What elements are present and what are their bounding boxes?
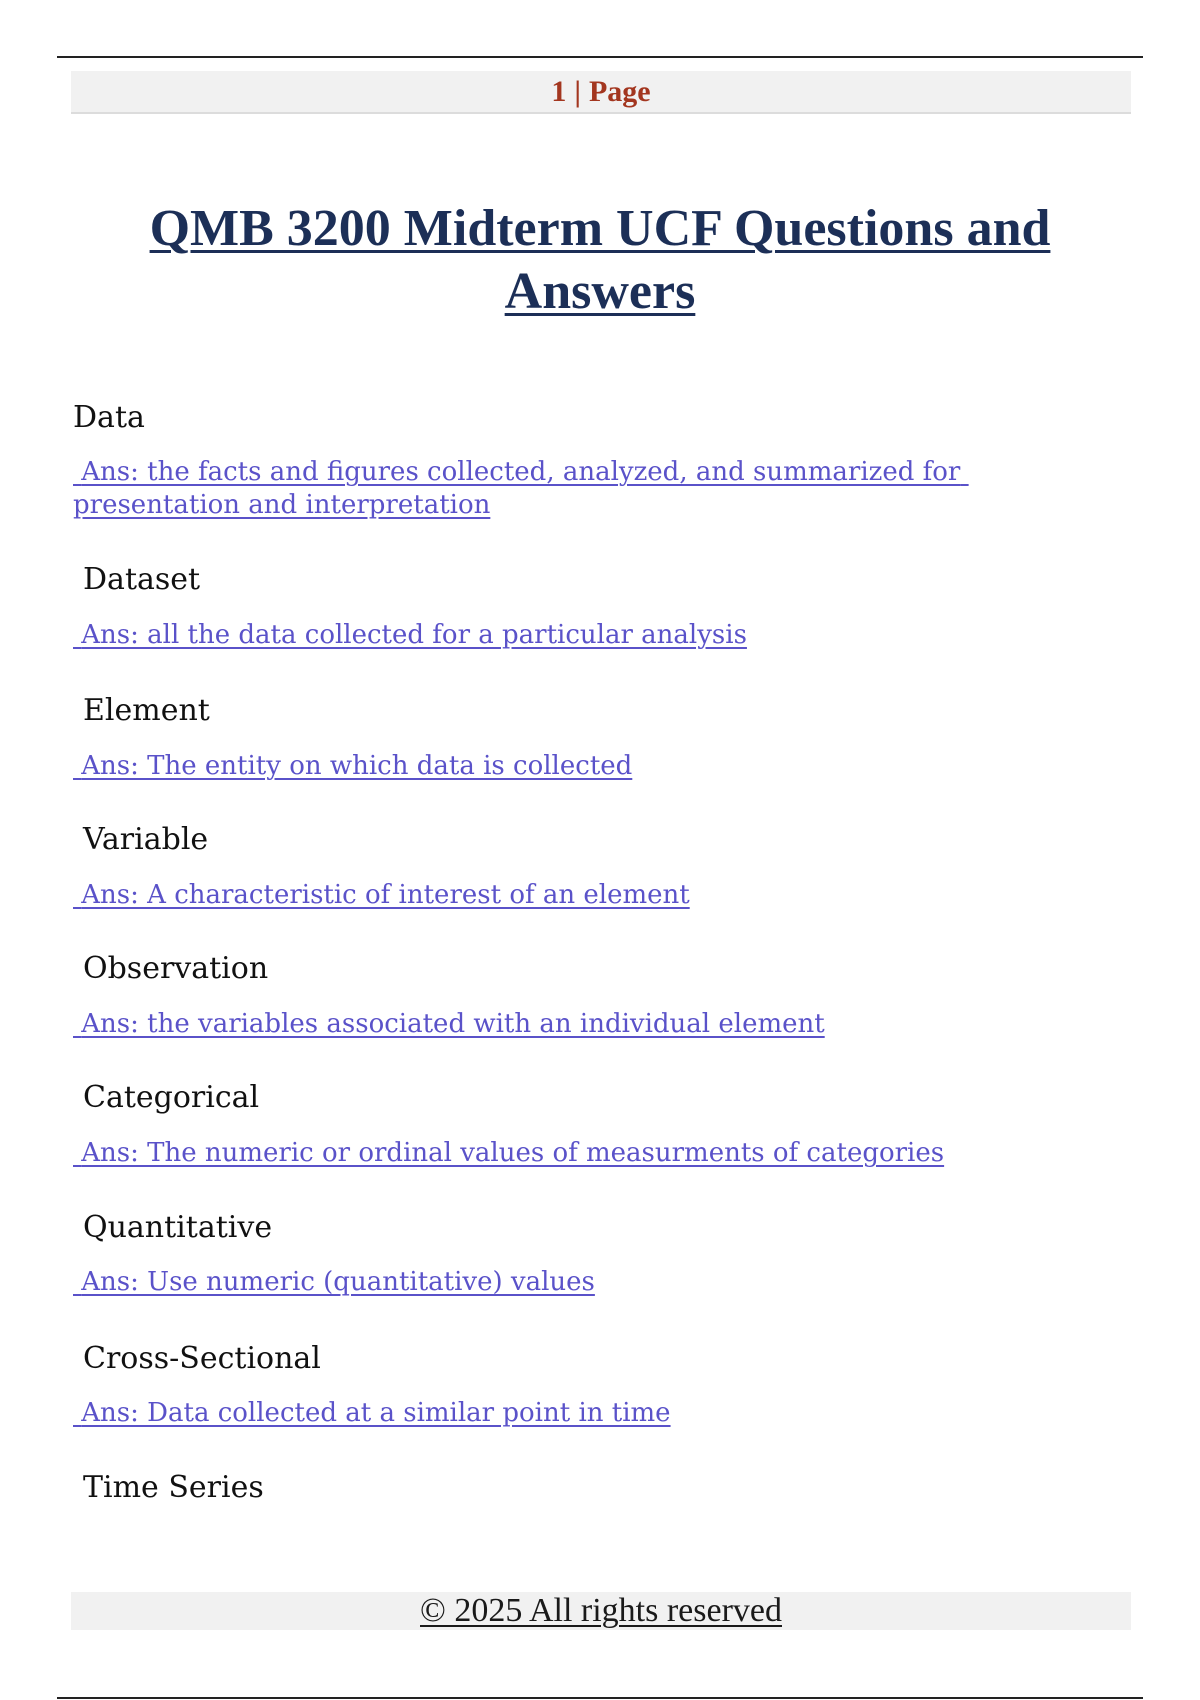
bottom-rule <box>57 1697 1143 1699</box>
term-observation: Observation <box>83 951 269 986</box>
answer-dataset[interactable]: Ans: all the data collected for a particular analysis <box>73 620 747 650</box>
term-quantitative: Quantitative <box>83 1210 273 1245</box>
top-rule <box>57 56 1143 58</box>
copyright-text: © 2025 All rights reserved <box>420 1592 782 1629</box>
page-footer <box>71 1592 1131 1630</box>
answer-categorical[interactable]: Ans: The numeric or ordinal values of measurments of categories <box>73 1138 945 1168</box>
answer-element[interactable]: Ans: The entity on which data is collected <box>73 751 633 781</box>
term-categorical: Categorical <box>83 1080 260 1115</box>
page-header <box>71 71 1131 114</box>
term-element: Element <box>83 693 210 728</box>
page-separator: | <box>574 75 581 108</box>
answer-quantitative[interactable]: Ans: Use numeric (quantitative) values <box>73 1267 595 1297</box>
term-time-series: Time Series <box>83 1470 264 1505</box>
page-number: 1 <box>551 75 567 108</box>
answer-data[interactable]: Ans: the facts and figures collected, analyzed, and summarized for presentation and interpretation <box>73 457 969 520</box>
term-cross-sectional: Cross-Sectional <box>83 1341 321 1376</box>
term-data: Data <box>73 400 145 435</box>
term-variable: Variable <box>83 822 209 857</box>
answer-variable[interactable]: Ans: A characteristic of interest of an element <box>73 880 690 910</box>
answer-cross-sectional[interactable]: Ans: Data collected at a similar point in time <box>73 1398 671 1428</box>
document-title: QMB 3200 Midterm UCF Questions and Answers <box>149 200 1051 320</box>
page-label: Page <box>588 75 651 108</box>
answer-observation[interactable]: Ans: the variables associated with an individual element <box>73 1009 825 1039</box>
term-dataset: Dataset <box>83 562 201 597</box>
